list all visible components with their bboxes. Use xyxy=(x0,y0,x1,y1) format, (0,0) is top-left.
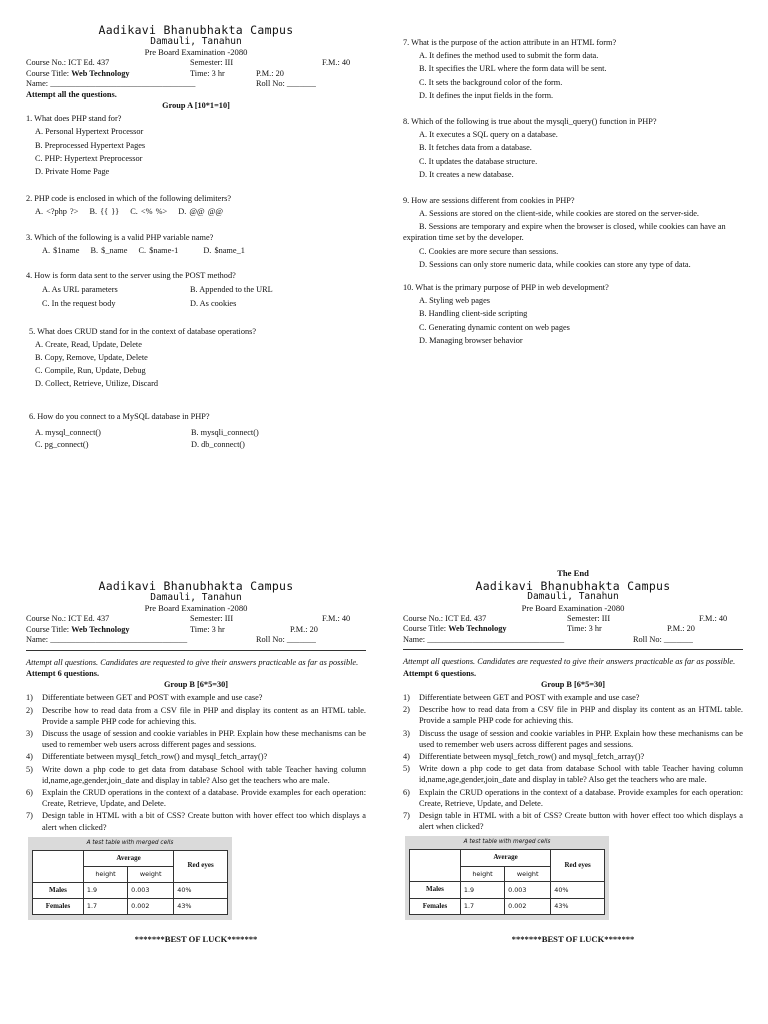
option: C. <% %> xyxy=(130,207,168,217)
best-of-luck: *******BEST OF LUCK******* xyxy=(134,934,258,945)
list-item: 5) Write down a php code to get data from database School with table Teacher having column id,name,age,gender,join_date and display in table? Also get the teachers who are male. xyxy=(26,764,366,785)
name-row xyxy=(26,78,366,89)
name-field: Name: ___________________________________ xyxy=(26,79,196,89)
row-label: Males xyxy=(33,882,84,898)
header-weight: weight xyxy=(128,866,174,882)
list-item: 4) Differentiate between mysql_fetch_row() and mysql_fetch_array()? xyxy=(403,751,645,761)
semester: Semester: III xyxy=(567,613,611,623)
option: D. As cookies xyxy=(190,299,237,309)
table-row xyxy=(33,882,228,898)
option: B. Sessions are temporary and expire when the browser is closed, while cookies can have an expiration time set by the developer. xyxy=(403,222,726,243)
course-title-row xyxy=(26,624,366,635)
question-10 xyxy=(403,282,758,346)
campus-name: Aadikavi Bhanubhakta Campus xyxy=(98,23,294,37)
instructions: Attempt all questions. Candidates are requested to give their answers practicable as far as possible. xyxy=(26,657,359,667)
question-text: 5. What does CRUD stand for in the context of database operations? xyxy=(29,326,257,336)
cell: 0.002 xyxy=(128,899,174,915)
header-weight: weight xyxy=(505,866,551,882)
name-field: Name: _________________________________ xyxy=(26,635,188,645)
option: A. $1name xyxy=(42,245,80,255)
header-red-eyes: Red eyes xyxy=(551,850,605,882)
option: A. Styling web pages xyxy=(419,296,490,306)
exam-title: Pre Board Examination -2080 xyxy=(144,47,248,58)
name-field: Name: _________________________________ xyxy=(403,634,565,644)
divider xyxy=(26,650,366,651)
option: C. Compile, Run, Update, Debug xyxy=(35,366,146,376)
option: D. $name_1 xyxy=(203,245,245,255)
pass-marks: P.M.: 20 xyxy=(667,624,695,634)
option: A. Create, Read, Update, Delete xyxy=(35,339,142,349)
cell: 40% xyxy=(551,882,605,898)
course-no: Course No.: ICT Ed. 437 xyxy=(403,613,487,623)
course-title-row xyxy=(403,623,743,634)
row-label: Females xyxy=(33,899,84,915)
option: A. mysql_connect() xyxy=(35,427,101,437)
group-b-page-right xyxy=(403,568,743,946)
option: C. It sets the background color of the form. xyxy=(419,77,563,87)
question-5 xyxy=(26,326,366,390)
course-info-row xyxy=(26,613,366,624)
question-list xyxy=(26,692,366,832)
divider xyxy=(403,649,743,650)
cell: 0.003 xyxy=(505,882,551,898)
list-item: 6) Explain the CRUD operations in the context of a database. Provide examples for each operation: Create, Retrieve, Update, and Delete. xyxy=(403,787,743,808)
option: A. As URL parameters xyxy=(42,285,118,295)
list-item: 7) Design table in HTML with a bit of CSS? Create button with hover effect too which displays a alert when clicked? xyxy=(26,811,366,832)
option: C. $name-1 xyxy=(138,245,179,255)
cell: 1.9 xyxy=(83,882,127,898)
list-item: 3) Discuss the usage of session and cookie variables in PHP. Explain how these mechanisms can be used to remember web users across different pages and sessions. xyxy=(26,729,366,750)
course-info-row xyxy=(26,57,366,68)
question-text: 1. What does PHP stand for? xyxy=(26,114,122,124)
question-text: 7. What is the purpose of the action attribute in an HTML form? xyxy=(403,38,617,47)
option: D. @@ @@ xyxy=(178,207,224,217)
question-text: 10. What is the primary purpose of PHP in web development? xyxy=(403,283,609,292)
list-item: 1) Differentiate between GET and POST with example and use case? xyxy=(26,693,263,703)
header-height: height xyxy=(83,866,127,882)
option: B. {{ }} xyxy=(89,207,120,217)
instructions: Attempt all questions. Candidates are requested to give their answers practicable as far as possible. xyxy=(403,657,736,667)
time: Time: 3 hr xyxy=(190,624,225,634)
table-row xyxy=(410,898,605,914)
question-text: 8. Which of the following is true about the mysqli_query() function in PHP? xyxy=(403,116,657,126)
option: D. Managing browser behavior xyxy=(419,335,523,345)
option: A. <?php ?> xyxy=(35,207,79,217)
question-text: 3. Which of the following is a valid PHP variable name? xyxy=(26,232,214,242)
campus-location: Damauli, Tanahun xyxy=(150,35,242,47)
option: D. db_connect() xyxy=(191,439,245,449)
sample-table-figure xyxy=(405,836,609,920)
attempt-instruction: Attempt 6 questions. xyxy=(26,669,100,679)
option: C. Cookies are more secure than sessions. xyxy=(419,246,559,256)
empty-cell xyxy=(33,850,84,882)
course-title: Web Technology xyxy=(71,68,130,78)
table-row xyxy=(410,882,605,898)
option: A. It executes a SQL query on a database. xyxy=(419,130,558,140)
course-title: Web Technology xyxy=(448,624,507,634)
group-b-page-left xyxy=(26,580,366,946)
course-no: Course No.: ICT Ed. 437 xyxy=(26,614,110,624)
sample-table-figure xyxy=(28,837,232,921)
exam-title: Pre Board Examination -2080 xyxy=(144,603,248,614)
option: C. In the request body xyxy=(42,299,116,309)
list-item: 5) Write down a php code to get data from database School with table Teacher having column id,name,age,gender,join_date and display in table? Also get the teachers who are male. xyxy=(403,764,743,785)
attempt-instruction: Attempt all the questions. xyxy=(26,89,117,99)
option: C. pg_connect() xyxy=(35,439,89,449)
option: B. Preprocessed Hypertext Pages xyxy=(35,140,146,150)
option: B. It fetches data from a database. xyxy=(419,143,532,153)
pass-marks: P.M.: 20 xyxy=(290,624,318,634)
list-item: 6) Explain the CRUD operations in the context of a database. Provide examples for each operation: Create, Retrieve, Update, and Delete. xyxy=(26,787,366,809)
course-info-row xyxy=(403,613,743,624)
semester: Semester: III xyxy=(190,614,234,624)
the-end: The End xyxy=(557,568,589,578)
question-text: 9. How are sessions different from cookies in PHP? xyxy=(403,195,575,205)
option: B. $_name xyxy=(90,245,128,255)
list-item: 4) Differentiate between mysql_fetch_row() and mysql_fetch_array()? xyxy=(26,752,268,762)
cell: 40% xyxy=(174,882,228,898)
course-no: Course No.: ICT Ed. 437 xyxy=(26,58,110,68)
question-8 xyxy=(403,116,758,180)
group-b-title: Group B [6*5=30] xyxy=(540,679,606,689)
cell: 0.003 xyxy=(128,882,174,898)
campus-name: Aadikavi Bhanubhakta Campus xyxy=(98,579,294,593)
campus-name: Aadikavi Bhanubhakta Campus xyxy=(475,578,671,593)
option: C. It updates the database structure. xyxy=(419,156,538,166)
semester: Semester: III xyxy=(190,58,234,68)
option: B. Handling client-side scripting xyxy=(419,309,528,319)
option: B. mysqli_connect() xyxy=(191,427,259,437)
options-inline xyxy=(42,245,366,256)
row-label: Males xyxy=(410,882,461,898)
header-average: Average xyxy=(83,850,173,866)
best-of-luck: *******BEST OF LUCK******* xyxy=(511,934,635,945)
attempt-instruction: Attempt 6 questions. xyxy=(403,668,477,678)
option: A. Personal Hypertext Processor xyxy=(35,127,144,137)
pass-marks: P.M.: 20 xyxy=(256,68,284,78)
cell: 43% xyxy=(551,898,605,914)
question-7 xyxy=(403,37,758,101)
exam-title: Pre Board Examination -2080 xyxy=(521,602,625,613)
list-item: 3) Discuss the usage of session and cookie variables in PHP. Explain how these mechanisms can be used to remember web users across different pages and sessions. xyxy=(403,728,743,749)
option: D. Sessions can only store numeric data, while cookies can store any type of data. xyxy=(419,259,691,269)
cell: 1.7 xyxy=(460,898,504,914)
question-3 xyxy=(26,232,366,256)
cell: 1.9 xyxy=(460,882,504,898)
option: B. Appended to the URL xyxy=(190,285,273,295)
question-text: 4. How is form data sent to the server using the POST method? xyxy=(26,270,236,280)
question-9 xyxy=(403,195,758,270)
group-a-page-right xyxy=(403,37,758,348)
course-title-row xyxy=(26,68,366,79)
group-a-page-left xyxy=(26,24,366,450)
question-6 xyxy=(26,411,366,450)
header-average: Average xyxy=(460,850,550,866)
question-text: 6. How do you connect to a MySQL database in PHP? xyxy=(29,412,210,422)
row-label: Females xyxy=(410,898,461,914)
option: D. Collect, Retrieve, Utilize, Discard xyxy=(35,379,159,389)
option: D. It creates a new database. xyxy=(419,169,514,179)
option: B. Copy, Remove, Update, Delete xyxy=(35,352,148,362)
list-item: 7) Design table in HTML with a bit of CSS? Create button with hover effect too which displays a alert when clicked? xyxy=(403,810,743,832)
table-caption: A test table with merged cells xyxy=(86,839,174,846)
roll-field: Roll No: _______ xyxy=(633,634,693,644)
header-red-eyes: Red eyes xyxy=(174,850,228,882)
course-title: Web Technology xyxy=(71,624,130,634)
list-item: 1) Differentiate between GET and POST with example and use case? xyxy=(403,693,640,703)
time: Time: 3 hr xyxy=(567,624,602,634)
name-row xyxy=(403,634,743,645)
table-row xyxy=(33,899,228,915)
question-2 xyxy=(26,193,366,217)
full-marks: F.M.: 40 xyxy=(322,58,351,68)
header-height: height xyxy=(460,866,504,882)
course-title-label: Course Title: xyxy=(403,624,447,634)
option: A. Sessions are stored on the client-side, while cookies are stored on the server-side. xyxy=(419,209,700,219)
roll-field: Roll No: _______ xyxy=(256,635,316,645)
option: B. It specifies the URL where the form data will be sent. xyxy=(419,64,607,74)
full-marks: F.M.: 40 xyxy=(322,614,351,624)
course-title-label: Course Title: xyxy=(26,68,70,78)
option: D. It defines the input fields in the form. xyxy=(419,90,554,100)
course-title-label: Course Title: xyxy=(26,624,70,634)
full-marks: F.M.: 40 xyxy=(699,613,728,623)
name-row xyxy=(26,634,366,645)
sample-table xyxy=(409,849,605,915)
cell: 1.7 xyxy=(83,899,127,915)
table-caption: A test table with merged cells xyxy=(463,839,551,846)
group-b-title: Group B [6*5=30] xyxy=(163,680,229,690)
option: A. It defines the method used to submit the form data. xyxy=(419,51,599,61)
question-text: 2. PHP code is enclosed in which of the following delimiters? xyxy=(26,194,232,204)
empty-cell xyxy=(410,850,461,882)
option: D. Private Home Page xyxy=(35,167,110,177)
list-item: 2) Describe how to read data from a CSV file in PHP and display its content as an HTML table. Provide a sample PHP code for achieving this. xyxy=(403,705,743,726)
question-4 xyxy=(26,270,366,310)
question-1 xyxy=(26,113,366,177)
time: Time: 3 hr xyxy=(190,68,225,78)
options-inline xyxy=(35,206,366,217)
option: C. Generating dynamic content on web pages xyxy=(419,322,570,332)
option: C. PHP: Hypertext Preprocessor xyxy=(35,153,143,163)
list-item: 2) Describe how to read data from a CSV file in PHP and display its content as an HTML table. Provide a sample PHP code for achieving this. xyxy=(26,705,366,726)
cell: 0.002 xyxy=(505,898,551,914)
campus-location: Damauli, Tanahun xyxy=(150,591,242,603)
cell: 43% xyxy=(174,899,228,915)
group-a-title: Group A [10*1=10] xyxy=(162,101,230,111)
sample-table xyxy=(32,850,228,916)
question-list xyxy=(403,692,743,832)
roll-field: Roll No: _______ xyxy=(256,79,316,89)
campus-location: Damauli, Tanahun xyxy=(527,591,619,603)
